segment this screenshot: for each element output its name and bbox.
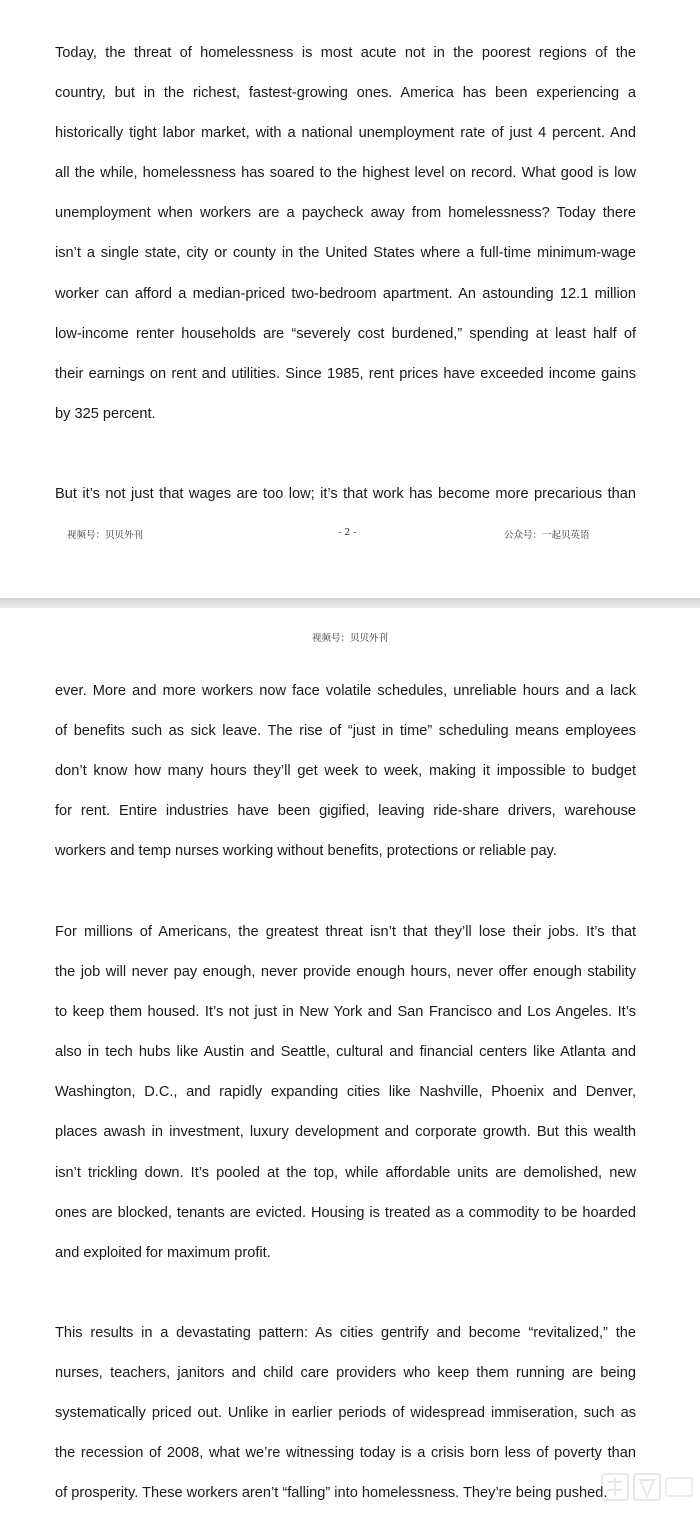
page-separator — [0, 598, 700, 608]
paragraph-4 — [55, 912, 636, 1273]
text-line: don’t know how many hours they’ll get week to week, making it impossible to budget — [55, 763, 636, 780]
watermark-logo — [598, 1468, 698, 1508]
text-line: all the while, homelessness has soared to the highest level on record. What good is low — [55, 165, 636, 182]
paragraph-3 — [55, 671, 636, 871]
text-line: of benefits such as sick leave. The rise of “just in time” scheduling means employees — [55, 723, 636, 740]
text-line: for rent. Entire industries have been gigified, leaving ride-share drivers, warehouse — [55, 803, 636, 820]
text-line: nurses, teachers, janitors and child care providers who keep them running are being — [55, 1365, 636, 1382]
text-line: This results in a devastating pattern: As cities gentrify and become “revitalized,” the — [55, 1325, 636, 1341]
text-line: isn’t trickling down. It’s pooled at the top, while affordable units are demolished, new — [55, 1164, 636, 1181]
paragraph-1 — [55, 33, 636, 434]
text-line: workers and temp nurses working without benefits, protections or reliable pay. — [55, 843, 557, 860]
text-line: unemployment when workers are a paycheck away from homelessness? Today there — [55, 205, 636, 222]
paragraph-5 — [55, 1313, 636, 1513]
text-line: isn’t a single state, city or county in the United States where a full-time minimum-wage — [55, 245, 636, 262]
text-line: the recession of 2008, what we’re witnessing today is a crisis born less of poverty than — [55, 1445, 636, 1462]
text-line: ones are blocked, tenants are evicted. Housing is treated as a commodity to be hoarded — [55, 1204, 636, 1221]
text-line: But it’s not just that wages are too low; it’s that work has become more precarious than — [55, 486, 636, 502]
text-line: to keep them housed. It’s not just in New York and San Francisco and Los Angeles. It’s — [55, 1004, 636, 1021]
text-line: and exploited for maximum profit. — [55, 1244, 271, 1261]
text-line: low-income renter households are “severely cost burdened,” spending at least half of — [55, 325, 636, 342]
page-number: - 2 - — [338, 527, 357, 538]
text-line: historically tight labor market, with a national unemployment rate of just 4 percent. And — [55, 125, 636, 142]
text-line: of prosperity. These workers aren’t “falling” into homelessness. They’re being pushed. — [55, 1485, 608, 1502]
text-line: by 325 percent. — [55, 405, 156, 422]
text-line: the job will never pay enough, never provide enough hours, never offer enough stability — [55, 964, 636, 981]
text-line: Today, the threat of homelessness is most acute not in the poorest regions of the — [55, 45, 636, 61]
text-line: ever. More and more workers now face volatile schedules, unreliable hours and a lack — [55, 683, 636, 699]
footer-right-label: 公众号：一起贝英语 — [504, 530, 590, 541]
text-line: Washington, D.C., and rapidly expanding cities like Nashville, Phoenix and Denver, — [55, 1084, 636, 1101]
text-line: country, but in the richest, fastest-growing ones. America has been experiencing a — [55, 85, 636, 102]
paragraph-2 — [55, 474, 636, 514]
text-line: their earnings on rent and utilities. Since 1985, rent prices have exceeded income gains — [55, 365, 636, 382]
document-page-1 — [0, 0, 700, 598]
text-line: systematically priced out. Unlike in earlier periods of widespread immiseration, such as — [55, 1405, 636, 1422]
document-page-2 — [0, 608, 700, 1514]
footer-left-label: 视频号：贝贝外刊 — [67, 530, 144, 541]
page-header: 视频号：贝贝外刊 — [311, 633, 388, 644]
text-line: places awash in investment, luxury development and corporate growth. But this wealth — [55, 1124, 636, 1141]
text-line: worker can afford a median-priced two-bedroom apartment. An astounding 12.1 million — [55, 285, 636, 302]
text-line: For millions of Americans, the greatest threat isn’t that they’ll lose their jobs. It’s that — [55, 924, 636, 940]
text-line: also in tech hubs like Austin and Seattle, cultural and financial centers like Atlanta and — [55, 1044, 636, 1061]
